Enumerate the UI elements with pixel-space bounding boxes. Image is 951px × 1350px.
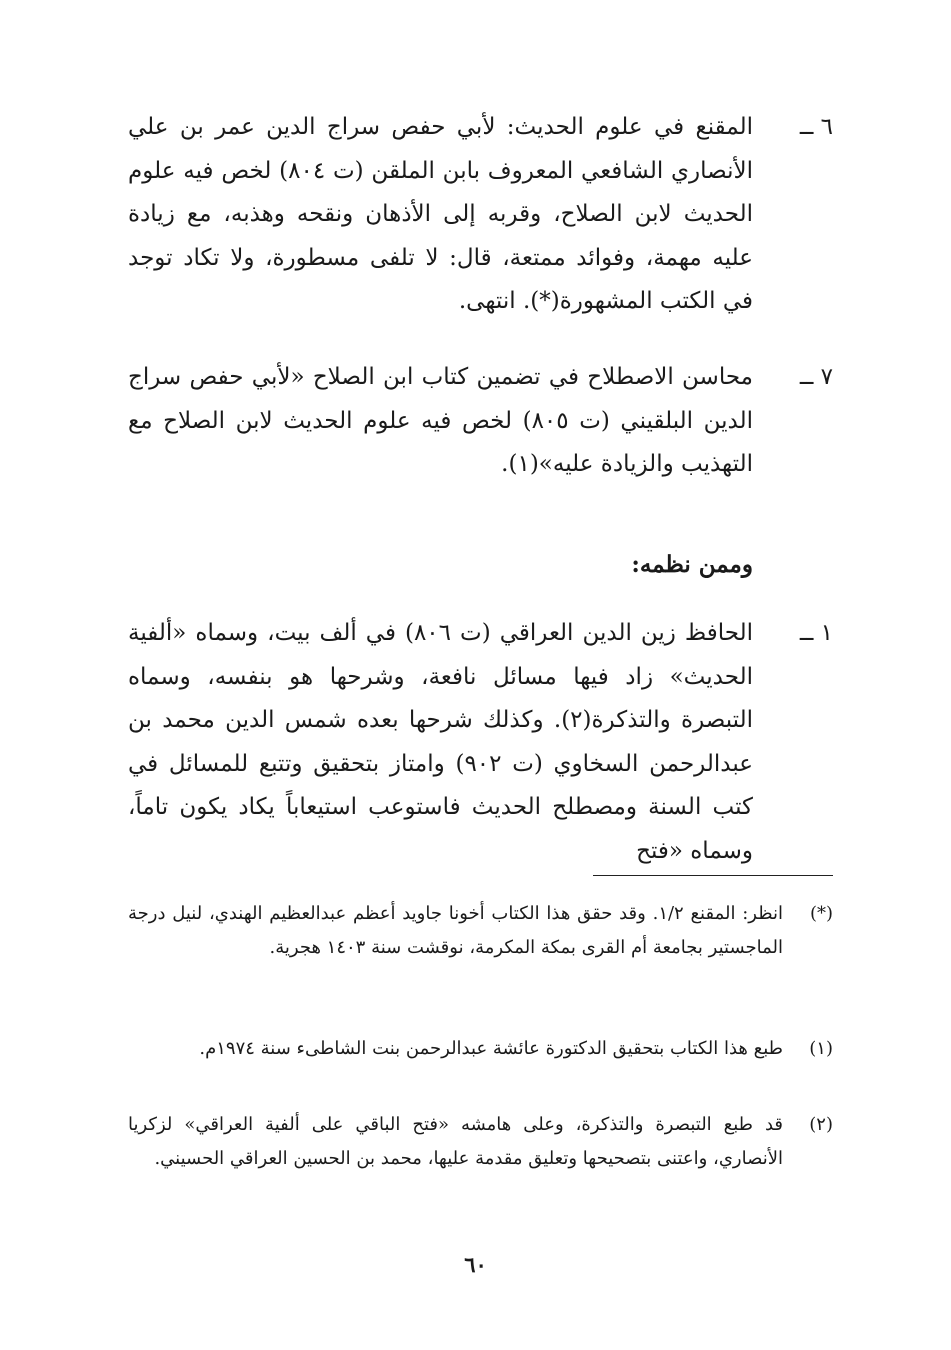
list-item-text: الحافظ زين الدين العراقي (ت ٨٠٦) في ألف بيت، وسماه «ألفية الحديث» زاد فيها مسائل نافعة، وشرحها هو بنفسه، وسماه التبصرة والتذكرة(٢). وكذلك شرحها بعده شمس الدين محمد بن عبدالرحمن السخاوي (ت ٩٠٢) وامتاز بتحقيق وتتبع للمسائل في كتب السنة ومصطلح الحديث فاستوعب استيعاباً يكاد يكون تاماً، وسماه «فتح bbox=[128, 620, 753, 864]
footnote-text: طبع هذا الكتاب بتحقيق الدكتورة عائشة عبدالرحمن بنت الشاطىء سنة ١٩٧٤م. bbox=[199, 1038, 783, 1059]
list-item bbox=[128, 612, 833, 873]
footnote-mark: (٢) bbox=[809, 1114, 833, 1135]
footnote-mark: (١) bbox=[809, 1038, 833, 1059]
footnote-mark: (*) bbox=[809, 903, 833, 924]
list-item-number: ٦ ــ bbox=[799, 114, 833, 140]
list-item-text: محاسن الاصطلاح في تضمين كتاب ابن الصلاح «لأبي حفص سراج الدين البلقيني (ت ٨٠٥) لخص فيه علوم الحديث لابن الصلاح مع التهذيب والزيادة عليه»(١). bbox=[128, 364, 753, 477]
footnote bbox=[128, 1108, 833, 1176]
section-subheading: وممن نظمه: bbox=[631, 551, 753, 578]
footnote-separator bbox=[593, 875, 833, 876]
footnote bbox=[128, 1032, 833, 1066]
list-item-text: المقنع في علوم الحديث: لأبي حفص سراج الدين عمر بن علي الأنصاري الشافعي المعروف بابن الملقن (ت ٨٠٤) لخص فيه علوم الحديث لابن الصلاح، وقربه إلى الأذهان ونقحه وهذبه، مع زيادة عليه مهمة، وفوائد ممتعة، قال: لا تلفى مسطورة، ولا تكاد توجد في الكتب المشهورة(*). انتهى. bbox=[128, 114, 753, 314]
list-item bbox=[128, 106, 833, 324]
footnote-text: انظر: المقنع ١/٢. وقد حقق هذا الكتاب أخونا جاويد أعظم عبدالعظيم الهندي، لنيل درجة الماجستير بجامعة أم القرى بمكة المكرمة، نوقشت سنة ١٤٠٣ هجرية. bbox=[128, 903, 783, 958]
footnote-text: قد طبع التبصرة والتذكرة، وعلى هامشه «فتح الباقي على ألفية العراقي» لزكريا الأنصاري، واعتنى بتصحيحها وتعليق مقدمة عليها، محمد بن الحسين العراقي الحسيني. bbox=[128, 1114, 783, 1169]
footnote bbox=[128, 897, 833, 965]
page-number: ٦٠ bbox=[464, 1252, 487, 1277]
list-item-number: ١ ــ bbox=[799, 620, 833, 646]
list-item-number: ٧ ــ bbox=[799, 364, 833, 390]
list-item bbox=[128, 356, 833, 487]
